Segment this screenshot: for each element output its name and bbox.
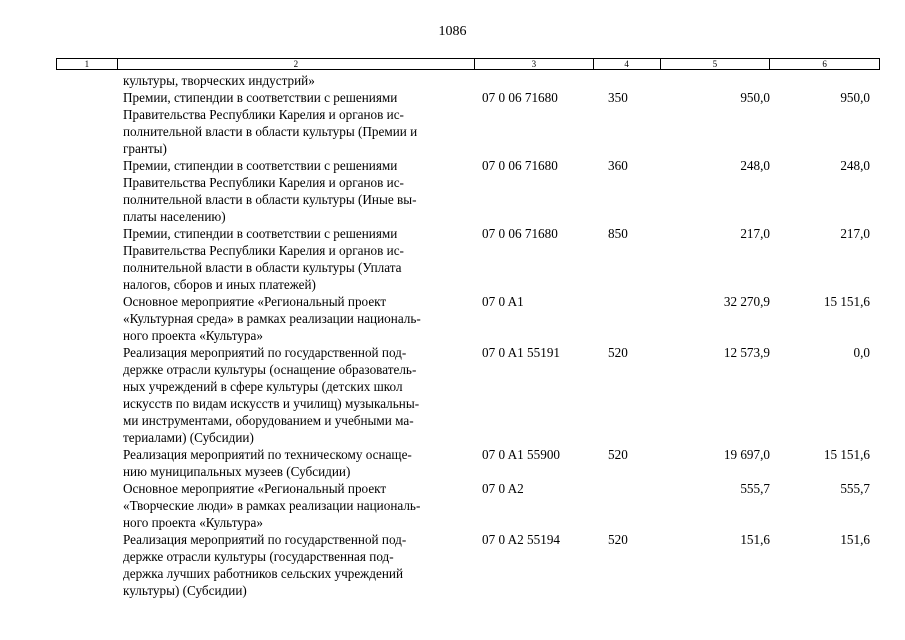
row-name-line: ного проекта «Культура»: [123, 515, 263, 530]
row-name: [123, 225, 482, 293]
row-name-line: Реализация мероприятий по техническому оснаще-: [123, 447, 412, 462]
row-expense-type: 520: [608, 345, 628, 360]
row-name-line: Премии, стипендии в соответствии с решениями: [123, 226, 398, 241]
row-value-1: 151,6: [740, 532, 770, 547]
row-expense-type: 360: [608, 158, 628, 173]
row-name-line: Правительства Республики Карелия и органов ис-: [123, 175, 404, 190]
table-row: [56, 157, 880, 225]
row-name-line: платы населению): [123, 209, 226, 224]
row-name-line: искусств по видам искусств и училищ) музыкальны-: [123, 396, 420, 411]
row-name-line: гранты): [123, 141, 167, 156]
row-target-code: 07 0 06 71680: [482, 90, 558, 105]
row-target-code: 07 0 A1: [482, 294, 524, 309]
row-name-line: териалами) (Субсидии): [123, 430, 254, 445]
row-name: [123, 446, 482, 480]
column-number-1: 1: [57, 59, 118, 69]
row-target-code: 07 0 A1 55900: [482, 447, 561, 462]
table-row: [56, 72, 880, 89]
row-value-1: 248,0: [740, 158, 770, 173]
row-name-line: ми инструментами, оборудованием и учебными ма-: [123, 413, 414, 428]
row-value-2: 15 151,6: [823, 294, 870, 309]
row-target-code: 07 0 A2: [482, 481, 524, 496]
row-name-line: Правительства Республики Карелия и органов ис-: [123, 243, 404, 258]
row-value-2: 0,0: [853, 345, 870, 360]
row-name-line: нию муниципальных музеев (Субсидии): [123, 464, 351, 479]
row-name-line: держке отрасли культуры (оснащение образователь-: [123, 362, 417, 377]
row-name-line: налогов, сборов и иных платежей): [123, 277, 316, 292]
table-row: [56, 293, 880, 344]
row-name-line: держка лучших работников сельских учреждений: [123, 566, 404, 581]
row-value-2: 555,7: [840, 481, 870, 496]
row-name-line: Основное мероприятие «Региональный проект: [123, 294, 387, 309]
row-value-1: 555,7: [740, 481, 770, 496]
row-expense-type: 520: [608, 447, 628, 462]
table-row: [56, 531, 880, 599]
row-expense-type: 850: [608, 226, 628, 241]
row-expense-type: 520: [608, 532, 628, 547]
table-row: [56, 344, 880, 446]
row-name-line: ного проекта «Культура»: [123, 328, 263, 343]
row-name-line: держке отрасли культуры (государственная под-: [123, 549, 394, 564]
row-name-line: полнительной власти в области культуры (Уплата: [123, 260, 402, 275]
row-name: [123, 531, 482, 599]
row-name-line: Премии, стипендии в соответствии с решениями: [123, 90, 398, 105]
row-name-line: полнительной власти в области культуры (Премии и: [123, 124, 418, 139]
table-row: [56, 446, 880, 480]
column-number-5: 5: [661, 59, 771, 69]
table-column-numbers: [56, 58, 880, 70]
row-name-line: культуры) (Субсидии): [123, 583, 247, 598]
row-name: [123, 157, 482, 225]
column-number-2: 2: [118, 59, 475, 69]
row-name-line: Реализация мероприятий по государственной под-: [123, 345, 407, 360]
row-value-2: 15 151,6: [823, 447, 870, 462]
row-value-2: 950,0: [840, 90, 870, 105]
row-name-line: «Творческие люди» в рамках реализации националь-: [123, 498, 421, 513]
column-number-4: 4: [594, 59, 661, 69]
table-row: [56, 225, 880, 293]
row-value-1: 217,0: [740, 226, 770, 241]
row-value-1: 12 573,9: [723, 345, 770, 360]
row-expense-type: 350: [608, 90, 628, 105]
row-name: [123, 344, 482, 446]
row-value-2: 151,6: [840, 532, 870, 547]
row-name: [123, 480, 482, 531]
row-target-code: 07 0 A2 55194: [482, 532, 561, 547]
row-name-line: Реализация мероприятий по государственной под-: [123, 532, 407, 547]
column-number-3: 3: [475, 59, 594, 69]
row-value-2: 248,0: [840, 158, 870, 173]
row-name: [123, 72, 482, 89]
table-row: [56, 480, 880, 531]
table-body: [56, 72, 880, 599]
row-value-1: 950,0: [740, 90, 770, 105]
row-name: [123, 293, 482, 344]
row-name-line: полнительной власти в области культуры (Иные вы-: [123, 192, 417, 207]
column-number-6: 6: [822, 59, 827, 69]
row-name-line: Основное мероприятие «Региональный проект: [123, 481, 387, 496]
row-name-line: культуры, творческих индустрий»: [123, 73, 315, 88]
table-row: [56, 89, 880, 157]
row-value-2: 217,0: [840, 226, 870, 241]
row-name-line: Премии, стипендии в соответствии с решениями: [123, 158, 398, 173]
row-name-line: Правительства Республики Карелия и органов ис-: [123, 107, 404, 122]
row-name: [123, 89, 482, 157]
row-target-code: 07 0 06 71680: [482, 158, 558, 173]
row-target-code: 07 0 06 71680: [482, 226, 558, 241]
row-value-1: 32 270,9: [723, 294, 770, 309]
row-name-line: ных учреждений в сфере культуры (детских школ: [123, 379, 403, 394]
row-name-line: «Культурная среда» в рамках реализации националь-: [123, 311, 421, 326]
page-number: 1086: [438, 24, 467, 39]
row-target-code: 07 0 A1 55191: [482, 345, 561, 360]
row-value-1: 19 697,0: [723, 447, 770, 462]
